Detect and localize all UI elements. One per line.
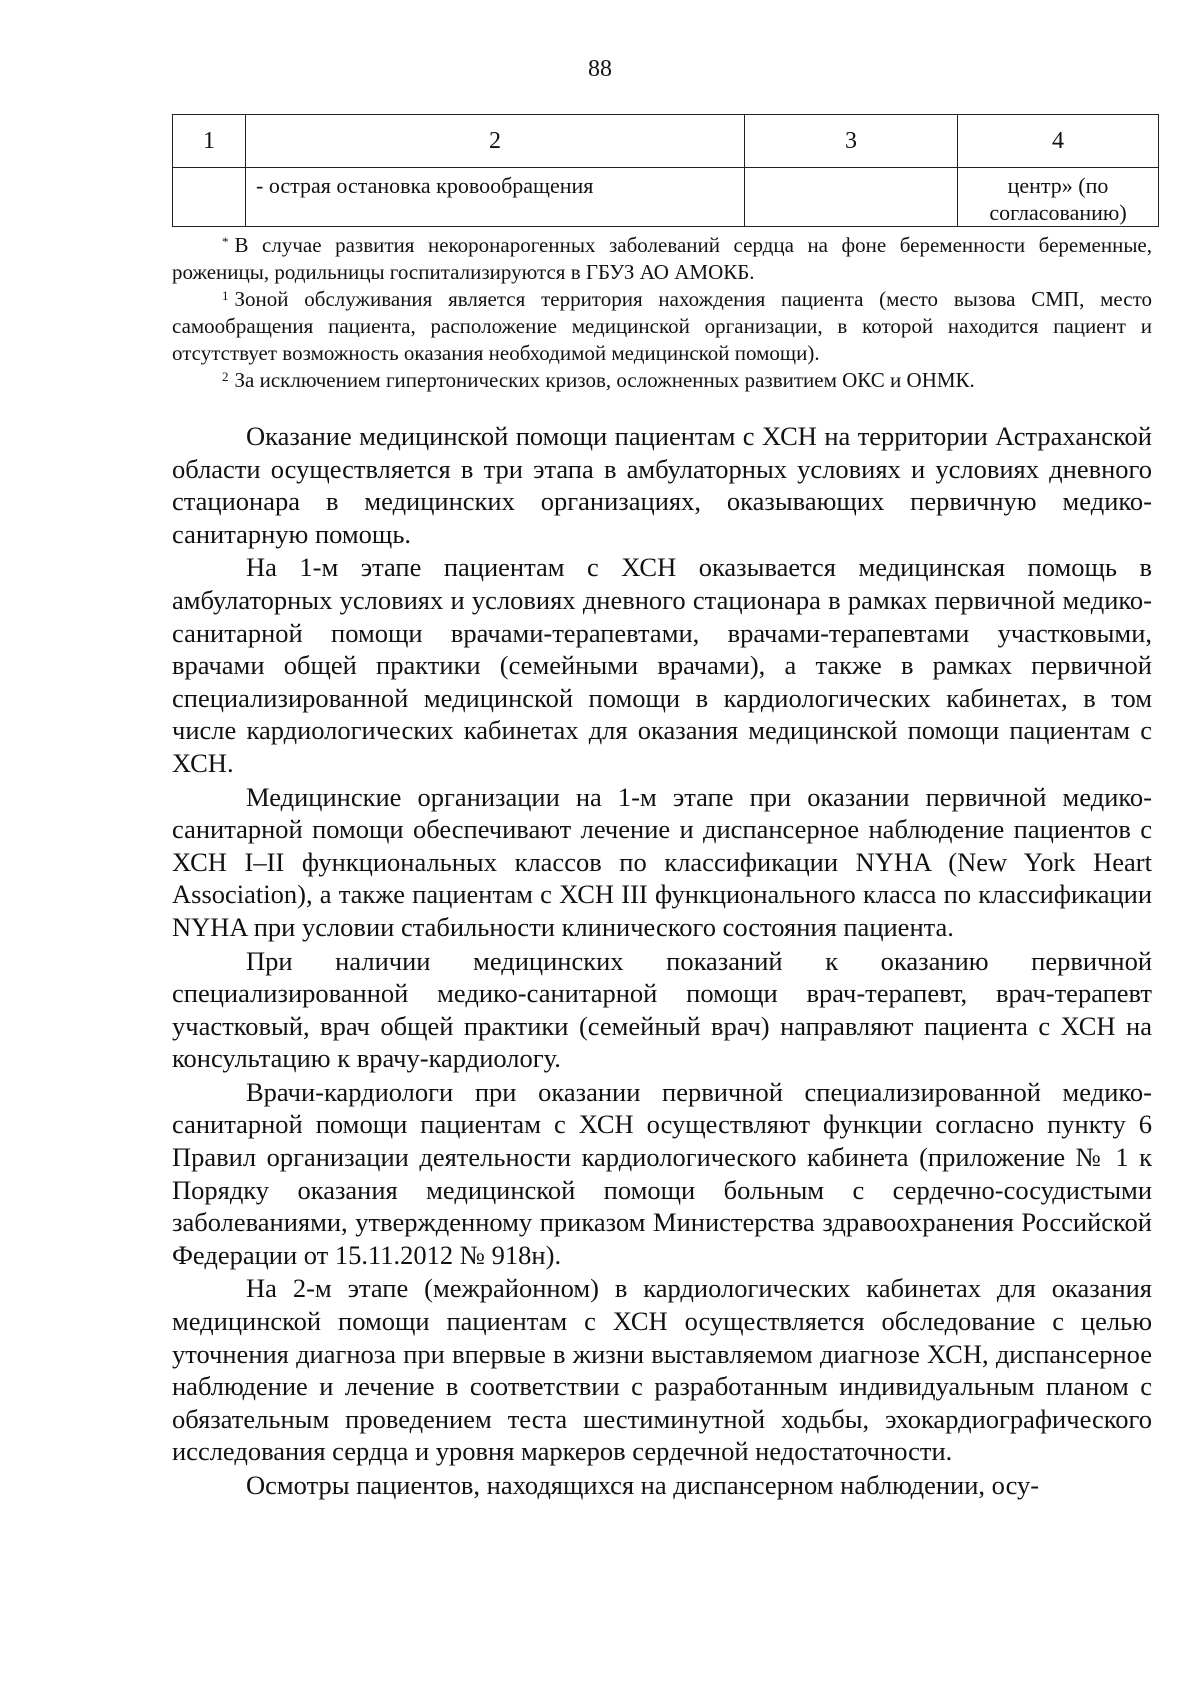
paragraph: Осмотры пациентов, находящихся на диспансерном наблюдении, осу- <box>246 1470 1040 1500</box>
table-header-cell: 1 <box>173 115 246 168</box>
table-cell <box>958 168 1159 227</box>
table-header-cell: 2 <box>246 115 745 168</box>
footnote-text: За исключением гипертонических кризов, осложненных развитием ОКС и ОНМК. <box>234 368 975 392</box>
footnote-text: Зоной обслуживания является территория нахождения пациента (место вызова СМП, место самообращения пациента, расположение медицинской организации, в которой находится пациент и отсутствует возможность оказания необходимой медицинской помощи). <box>172 287 1152 365</box>
table-cell <box>745 168 958 227</box>
data-table <box>172 114 1159 227</box>
paragraph: Оказание медицинской помощи пациентам с ХСН на территории Астраханской области осуществляется в три этапа в амбулаторных условиях и условиях дневного стационара в медицинских организациях, оказывающих первичную медико-санитарную помощь. <box>172 421 1152 549</box>
footnote-text: В случае развития некоронарогенных заболеваний сердца на фоне беременности беременные, роженицы, родильницы госпитализируются в ГБУЗ АО АМОКБ. <box>172 233 1152 284</box>
table-header-cell: 4 <box>958 115 1159 168</box>
table-cell-text <box>173 168 245 172</box>
footnote <box>172 286 1152 367</box>
paragraph: Врачи-кардиологи при оказании первичной специализированной медико-санитарной помощи пациентам с ХСН осуществляют функции согласно пункту 6 Правил организации деятельности кардиологического кабинета (приложение № 1 к Порядку оказания медицинской помощи больным с сердечно-сосудистыми заболеваниями, утвержденному приказом Министерства здравоохранения Российской Федерации от 15.11.2012 № 918н). <box>172 1076 1152 1270</box>
table-row <box>173 168 1159 227</box>
table-cell-text <box>958 168 1158 226</box>
footnote-mark: 1 <box>222 288 229 303</box>
footnote <box>172 232 1152 286</box>
table-cell <box>246 168 745 227</box>
table-cell-line: центр» (по <box>1007 173 1109 198</box>
body-text <box>172 420 1152 1503</box>
footnote-mark: 2 <box>222 369 229 384</box>
table-cell-text: - острая остановка кровообращения <box>256 173 594 198</box>
paragraph: На 1-м этапе пациентам с ХСН оказывается медицинская помощь в амбулаторных условиях и условиях дневного стационара в рамках первичной медико-санитарной помощи врачами-терапевтами, врачами-терапевтами участковыми, врачами общей практики (семейными врачами), а также в рамках первичной специализированной медицинской помощи в кардиологических кабинетах, в том числе кардиологических кабинетах для оказания медицинской помощи пациентам с ХСН. <box>172 552 1152 778</box>
table-header-row <box>173 115 1159 168</box>
table-container <box>172 114 1159 227</box>
table-cell-line: согласованию) <box>989 200 1127 225</box>
paragraph: На 2-м этапе (межрайонном) в кардиологических кабинетах для оказания медицинской помощи пациентам с ХСН осуществляется обследование с целью уточнения диагноза при впервые в жизни выставляемом диагнозе ХСН, диспансерное наблюдение и лечение в соответствии с разработанным индивидуальным планом с обязательным проведением теста шестиминутной ходьбы, эхокардиографического исследования сердца и уровня маркеров сердечной недостаточности. <box>172 1273 1152 1467</box>
table-header-cell: 3 <box>745 115 958 168</box>
table-cell <box>173 168 246 227</box>
page-number: 88 <box>588 56 612 82</box>
paragraph: Медицинские организации на 1-м этапе при оказании первичной медико-санитарной помощи обеспечивают лечение и диспансерное наблюдение пациентов с ХСН I–II функциональных классов по классификации NYHA (New York Heart Association), а также пациентам с ХСН III функционального класса по классификации NYHA при условии стабильности клинического состояния пациента. <box>172 781 1152 942</box>
table-cell-text <box>745 168 957 172</box>
footnote <box>172 367 1152 394</box>
footnotes <box>172 232 1152 394</box>
footnote-mark: * <box>222 234 229 249</box>
paragraph: При наличии медицинских показаний к оказанию первичной специализированной медико-санитарной помощи врач-терапевт, врач-терапевт участковый, врач общей практики (семейный врач) направляют пациента с ХСН на консультацию к врачу-кардиологу. <box>172 945 1152 1074</box>
